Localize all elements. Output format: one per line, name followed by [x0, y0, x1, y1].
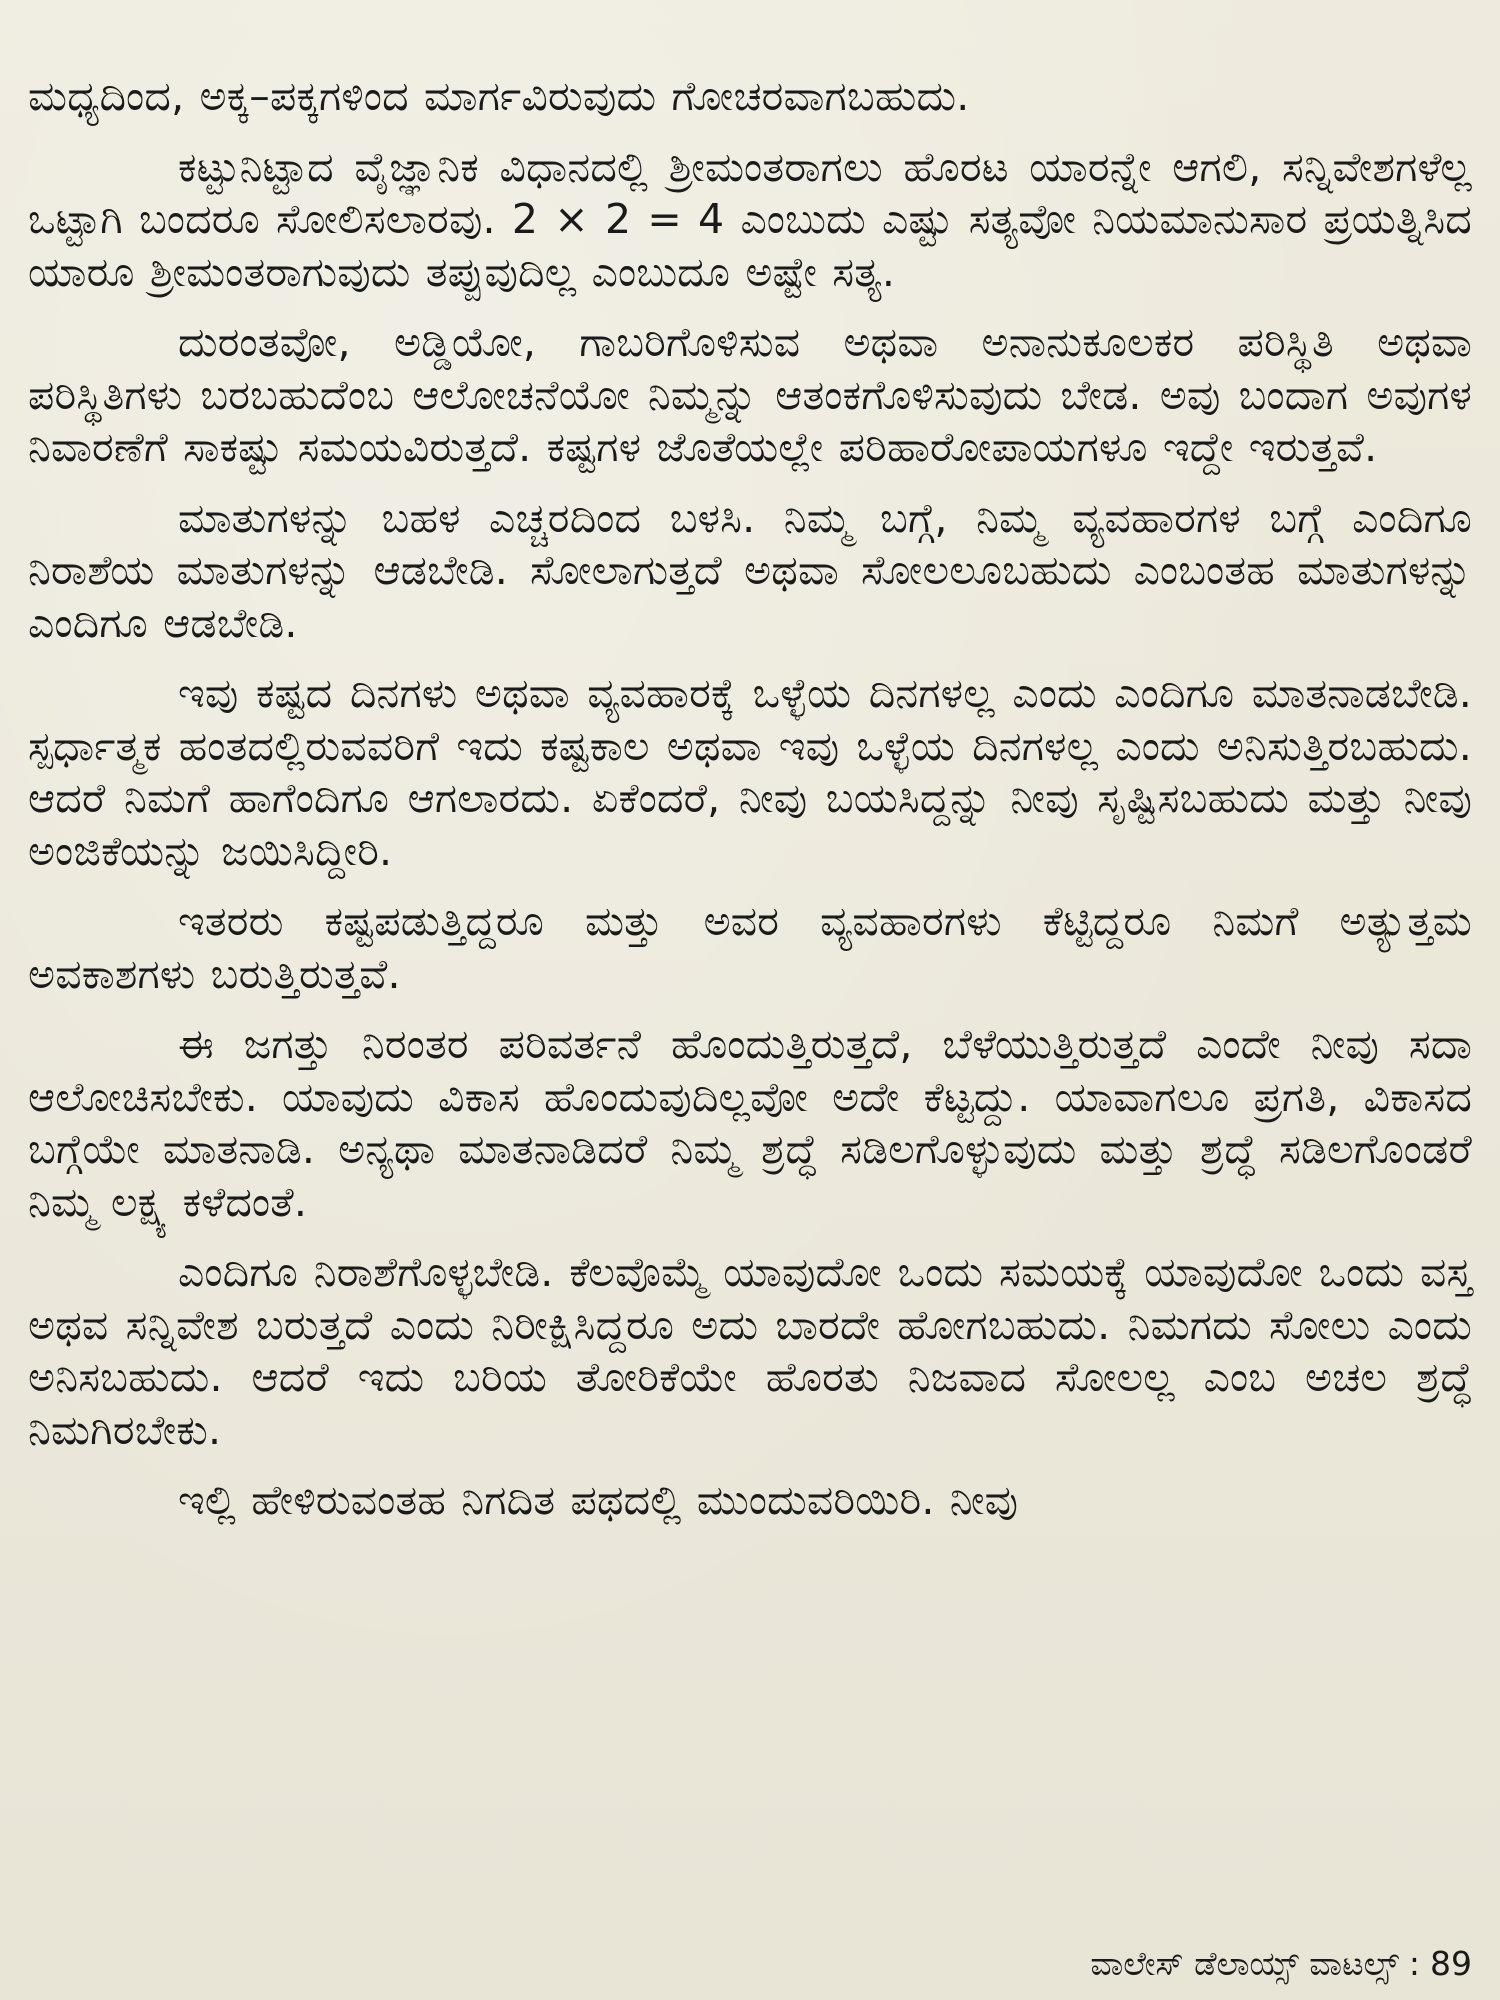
- paragraph-5: ಇವು ಕಷ್ಟದ ದಿನಗಳು ಅಥವಾ ವ್ಯವಹಾರಕ್ಕೆ ಒಳ್ಳೆಯ ದಿನಗಳಲ್ಲ ಎಂದು ಎಂದಿಗೂ ಮಾತನಾಡಬೇಡಿ. ಸ್ಪರ್ಧಾತ್ಮಕ ಹಂತದಲ್ಲಿರುವವರಿಗೆ ಇದು ಕಷ್ಟಕಾಲ ಅಥವಾ ಇವು ಒಳ್ಳೆಯ ದಿನಗಳಲ್ಲ ಎಂದು ಅನಿಸುತ್ತಿರಬಹುದು. ಆದರೆ ನಿಮಗೆ ಹಾಗೆಂದಿಗೂ ಆಗಲಾರದು. ಏಕೆಂದರೆ, ನೀವು ಬಯಸಿದ್ದನ್ನು ನೀವು ಸೃಷ್ಟಿಸಬಹುದು ಮತ್ತು ನೀವು ಅಂಜಿಕೆಯನ್ನು ಜಯಿಸಿದ್ದೀರಿ.: [28, 669, 1472, 875]
- paragraph-2: ಕಟ್ಟುನಿಟ್ಟಾದ ವೈಜ್ಞಾನಿಕ ವಿಧಾನದಲ್ಲಿ ಶ್ರೀಮಂತರಾಗಲು ಹೊರಟ ಯಾರನ್ನೇ ಆಗಲಿ, ಸನ್ನಿವೇಶಗಳೆಲ್ಲ ಒಟ್ಟಾಗಿ ಬಂದರೂ ಸೋಲಿಸಲಾರವು. 2 × 2 = 4 ಎಂಬುದು ಎಷ್ಟು ಸತ್ಯವೋ ನಿಯಮಾನುಸಾರ ಪ್ರಯತ್ನಿಸಿದ ಯಾರೂ ಶ್ರೀಮಂತರಾಗುವುದು ತಪ್ಪುವುದಿಲ್ಲ ಎಂಬುದೂ ಅಷ್ಟೇ ಸತ್ಯ.: [28, 142, 1472, 296]
- footer-separator: :: [1408, 1944, 1420, 1983]
- paragraph-1: ಮಧ್ಯದಿಂದ, ಅಕ್ಕ–ಪಕ್ಕಗಳಿಂದ ಮಾರ್ಗವಿರುವುದು ಗೋಚರವಾಗಬಹುದು.: [28, 72, 970, 120]
- paragraph-7: ಈ ಜಗತ್ತು ನಿರಂತರ ಪರಿವರ್ತನೆ ಹೊಂದುತ್ತಿರುತ್ತದೆ, ಬೆಳೆಯುತ್ತಿರುತ್ತದೆ ಎಂದೇ ನೀವು ಸದಾ ಆಲೋಚಿಸಬೇಕು. ಯಾವುದು ವಿಕಾಸ ಹೊಂದುವುದಿಲ್ಲವೋ ಅದೇ ಕೆಟ್ಟದ್ದು. ಯಾವಾಗಲೂ ಪ್ರಗತಿ, ವಿಕಾಸದ ಬಗ್ಗೆಯೇ ಮಾತನಾಡಿ. ಅನ್ಯಥಾ ಮಾತನಾಡಿದರೆ ನಿಮ್ಮ ಶ್ರದ್ಧೆ ಸಡಿಲಗೊಳ್ಳುವುದು ಮತ್ತು ಶ್ರದ್ಧೆ ಸಡಿಲಗೊಂಡರೆ ನಿಮ್ಮ ಲಕ್ಷ್ಯ ಕಳೆದಂತೆ.: [28, 1020, 1472, 1226]
- page-footer: [1090, 1944, 1472, 1984]
- paragraph-8: ಎಂದಿಗೂ ನಿರಾಶೆಗೊಳ್ಳಬೇಡಿ. ಕೆಲವೊಮ್ಮೆ ಯಾವುದೋ ಒಂದು ಸಮಯಕ್ಕೆ ಯಾವುದೋ ಒಂದು ವಸ್ತ ಅಥವ ಸನ್ನಿವೇಶ ಬರುತ್ತದೆ ಎಂದು ನಿರೀಕ್ಷಿಸಿದ್ದರೂ ಅದು ಬಾರದೇ ಹೋಗಬಹುದು. ನಿಮಗದು ಸೋಲು ಎಂದು ಅನಿಸಬಹುದು. ಆದರೆ ಇದು ಬರಿಯ ತೋರಿಕೆಯೇ ಹೊರತು ನಿಜವಾದ ಸೋಲಲ್ಲ ಎಂಬ ಅಚಲ ಶ್ರದ್ಧೆ ನಿಮಗಿರಬೇಕು.: [28, 1248, 1472, 1454]
- paragraph-9: ಇಲ್ಲಿ ಹೇಳಿರುವಂತಹ ನಿಗದಿತ ಪಥದಲ್ಲಿ ಮುಂದುವರಿಯಿರಿ. ನೀವು: [178, 1476, 1019, 1524]
- paragraph-3: ದುರಂತವೋ, ಅಡ್ಡಿಯೋ, ಗಾಬರಿಗೊಳಿಸುವ ಅಥವಾ ಅನಾನುಕೂಲಕರ ಪರಿಸ್ಥಿತಿ ಅಥವಾ ಪರಿಸ್ಥಿತಿಗಳು ಬರಬಹುದೆಂಬ ಆಲೋಚನೆಯೋ ನಿಮ್ಮನ್ನು ಆತಂಕಗೊಳಿಸುವುದು ಬೇಡ. ಅವು ಬಂದಾಗ ಅವುಗಳ ನಿವಾರಣೆಗೆ ಸಾಕಷ್ಟು ಸಮಯವಿರುತ್ತದೆ. ಕಷ್ಟಗಳ ಜೊತೆಯಲ್ಲೇ ಪರಿಹಾರೋಪಾಯಗಳೂ ಇದ್ದೇ ಇರುತ್ತವೆ.: [28, 318, 1472, 471]
- paragraph-6: ಇತರರು ಕಷ್ಟಪಡುತ್ತಿದ್ದರೂ ಮತ್ತು ಅವರ ವ್ಯವಹಾರಗಳು ಕೆಟ್ಟಿದ್ದರೂ ನಿಮಗೆ ಅತ್ಯುತ್ತಮ ಅವಕಾಶಗಳು ಬರುತ್ತಿರುತ್ತವೆ.: [28, 897, 1472, 998]
- running-author: ವಾಲೇಸ್ ಡೆಲಾಯ್ಸ್ ವಾಟಲ್ಸ್: [1090, 1944, 1399, 1983]
- paragraph-4: ಮಾತುಗಳನ್ನು ಬಹಳ ಎಚ್ಚರದಿಂದ ಬಳಸಿ. ನಿಮ್ಮ ಬಗ್ಗೆ, ನಿಮ್ಮ ವ್ಯವಹಾರಗಳ ಬಗ್ಗೆ ಎಂದಿಗೂ ನಿರಾಶೆಯ ಮಾತುಗಳನ್ನು ಆಡಬೇಡಿ. ಸೋಲಾಗುತ್ತದೆ ಅಥವಾ ಸೋಲಲೂಬಹುದು ಎಂಬಂತಹ ಮಾತುಗಳನ್ನು ಎಂದಿಗೂ ಆಡಬೇಡಿ.: [28, 493, 1472, 647]
- body-text: [28, 70, 1472, 1545]
- page-number: 89: [1430, 1944, 1472, 1983]
